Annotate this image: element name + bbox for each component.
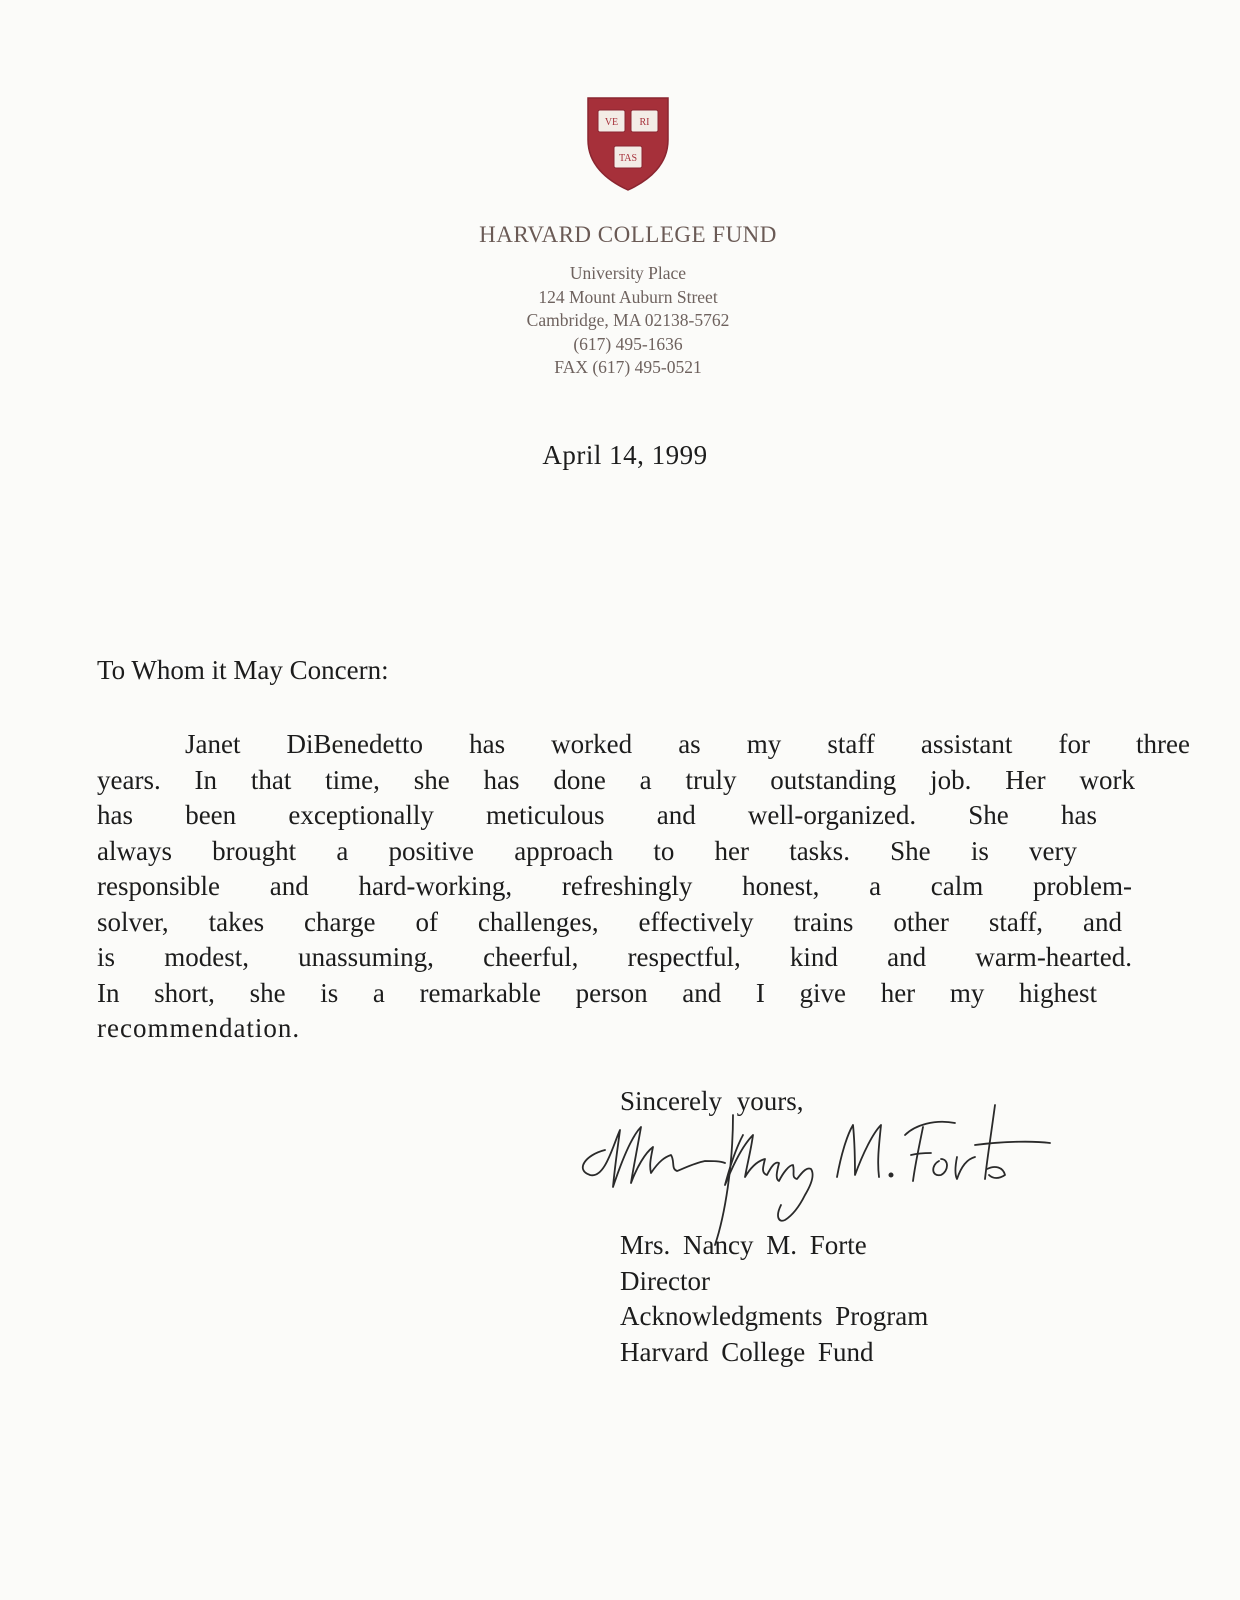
- letterhead-organization: HARVARD COLLEGE FUND: [479, 222, 777, 247]
- signer-organization: Harvard College Fund: [620, 1336, 874, 1367]
- letterhead-address: [0, 262, 1240, 380]
- signer-program: Acknowledgments Program: [620, 1301, 929, 1331]
- signature-block: [620, 1228, 928, 1370]
- body-line: is modest, unassuming, cheerful, respectful, kind and warm-hearted.: [97, 942, 1132, 972]
- body-line: solver, takes charge of challenges, effectively trains other staff, and: [97, 906, 1122, 937]
- body-line: Janet DiBenedetto has worked as my staff assistant for three: [185, 729, 1190, 759]
- body-line: responsible and hard-working, refreshingly honest, a calm problem-: [97, 871, 1132, 901]
- phone-line: (617) 495-1636: [573, 333, 683, 354]
- address-line: Cambridge, MA 02138-5762: [526, 310, 730, 330]
- crest-word-ve: VE: [604, 117, 619, 128]
- body-line: always brought a positive approach to her tasks. She is very: [97, 835, 1077, 866]
- crest-word-ri: RI: [639, 117, 650, 128]
- harvard-crest-logo: [586, 96, 670, 192]
- body-line: years. In that time, she has done a truly outstanding job. Her work: [97, 764, 1135, 795]
- body-line: In short, she is a remarkable person and I give her my highest: [97, 977, 1097, 1008]
- fax-line: FAX (617) 495-0521: [554, 357, 702, 377]
- body-line: has been exceptionally meticulous and well-organized. She has: [97, 800, 1097, 830]
- letter-body: [97, 727, 1190, 1047]
- salutation: To Whom it May Concern:: [97, 655, 389, 685]
- crest-word-tas: TAS: [618, 153, 638, 164]
- address-line: 124 Mount Auburn Street: [538, 286, 718, 307]
- body-line: recommendation.: [97, 1013, 301, 1043]
- address-line: University Place: [569, 263, 687, 283]
- signer-name: Mrs. Nancy M. Forte: [620, 1230, 867, 1260]
- letter-date: April 14, 1999: [542, 440, 708, 470]
- signer-title: Director: [620, 1265, 710, 1296]
- closing: Sincerely yours,: [620, 1086, 804, 1116]
